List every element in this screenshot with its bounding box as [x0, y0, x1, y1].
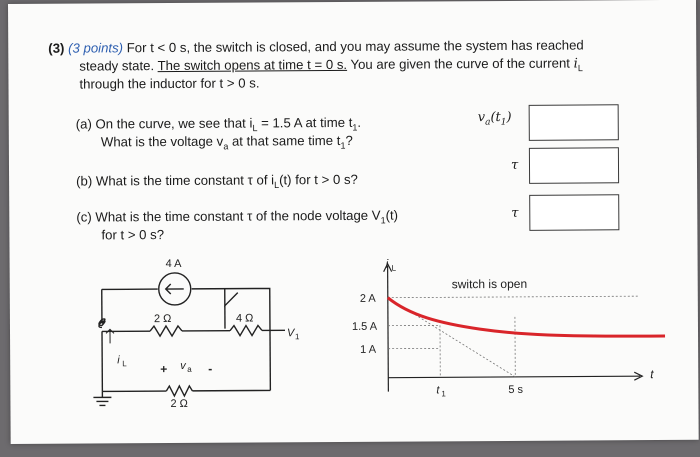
answer-a-arg: (t: [490, 109, 501, 126]
r3-label: 2 Ω: [170, 397, 188, 411]
switch-blade: [225, 289, 238, 306]
va-sub: a: [187, 364, 192, 374]
va-label: v: [180, 359, 186, 372]
node-sub: 1: [295, 332, 300, 342]
current-graph: [340, 252, 671, 404]
question-points: (3 points): [68, 40, 124, 56]
iL-circuit-label: i: [117, 354, 120, 367]
circuit-diagram: [80, 250, 321, 411]
y-axis-label-sub: L: [391, 263, 397, 273]
part-a-sub-1b: 1: [340, 140, 346, 151]
current-source-arrow-icon: [166, 284, 184, 294]
part-a-text-2: What is the voltage v: [100, 133, 224, 150]
r2-label: 4 Ω: [235, 312, 254, 325]
answer-b-box[interactable]: [529, 147, 619, 184]
answer-c-box[interactable]: [529, 194, 619, 231]
question-intro-2a: steady state.: [79, 58, 158, 74]
part-c-text-2: for t > 0 s?: [101, 227, 165, 243]
part-a-text-1b: = 1.5 A at time t: [257, 114, 353, 131]
part-a-text-1: (a) On the curve, we see that i: [75, 115, 253, 132]
resistor-2ohm-top: [150, 326, 182, 336]
current-curve: [388, 296, 665, 338]
question-number: (3): [48, 40, 65, 56]
answer-a-box[interactable]: [529, 104, 619, 141]
question-intro-1: For t < 0 s, the switch is closed, and you may assume the system has reached: [126, 37, 584, 56]
answer-a-sub: a: [485, 117, 491, 128]
question-intro-3: through the inductor for t > 0 s.: [79, 75, 260, 92]
answer-a-v: v: [477, 110, 486, 126]
paper-page: [8, 0, 699, 444]
inductor-coil: [99, 319, 105, 328]
tick-1.5A: 1.5 A: [351, 320, 378, 333]
iL-sub: L: [577, 63, 583, 74]
tick-1A: 1 A: [360, 343, 377, 356]
part-c-text-1: (c) What is the time constant τ of the node voltage V: [76, 207, 381, 225]
part-a-text-1c: .: [357, 114, 362, 130]
answer-b-label: τ: [510, 157, 519, 173]
part-b-line-1: [76, 172, 358, 194]
source-label: 4 A: [165, 257, 182, 271]
answer-c-label: τ: [511, 205, 519, 221]
answer-a-label: [478, 110, 512, 131]
part-a-line-2: [101, 133, 353, 155]
part-a-sub-L: L: [252, 123, 258, 134]
part-a-text-2c: ?: [345, 132, 353, 148]
answer-a-arg-sub: 1: [500, 117, 507, 128]
tick-5s: 5 s: [508, 383, 524, 396]
part-b-text-1b: (t) for t > 0 s?: [279, 171, 358, 188]
switch-opens-text: The switch opens at time t = 0 s.: [157, 56, 348, 74]
plus-sign: +: [160, 362, 168, 377]
part-a-sub-1: 1: [352, 122, 358, 133]
resistor-4ohm: [230, 325, 262, 335]
minus-sign: -: [208, 361, 213, 376]
part-c-sub-1: 1: [380, 215, 386, 226]
ground-icon: [93, 391, 111, 405]
y-axis-label: i: [385, 256, 389, 271]
part-c-text-1b: (t): [385, 207, 399, 223]
question-intro-2c: You are given the curve of the current: [347, 55, 574, 72]
top-wire-right: [192, 288, 270, 330]
tick-t1-sub: 1: [441, 389, 446, 399]
tick-2A: 2 A: [359, 292, 376, 305]
y-axis: [388, 266, 389, 392]
node-label: V: [286, 327, 295, 340]
part-a-text-2b: at that same time t: [228, 132, 341, 149]
dashed-line-2A: [388, 296, 640, 298]
tick-t1: t: [436, 384, 440, 397]
r1-label: 2 Ω: [153, 313, 172, 326]
answer-a-end: ): [506, 109, 512, 125]
switch-open-annotation: switch is open: [451, 276, 528, 292]
iL-circuit-sub: L: [122, 359, 127, 369]
part-a-sub-a: a: [223, 141, 229, 152]
question-line-1: [48, 37, 584, 56]
iL-symbol: i: [573, 56, 578, 72]
part-b-sub-L: L: [274, 179, 280, 191]
resistor-2ohm-bottom: [166, 386, 192, 396]
x-axis-label: t: [650, 367, 654, 382]
part-b-text-1: (b) What is the time constant τ of i: [76, 172, 275, 189]
